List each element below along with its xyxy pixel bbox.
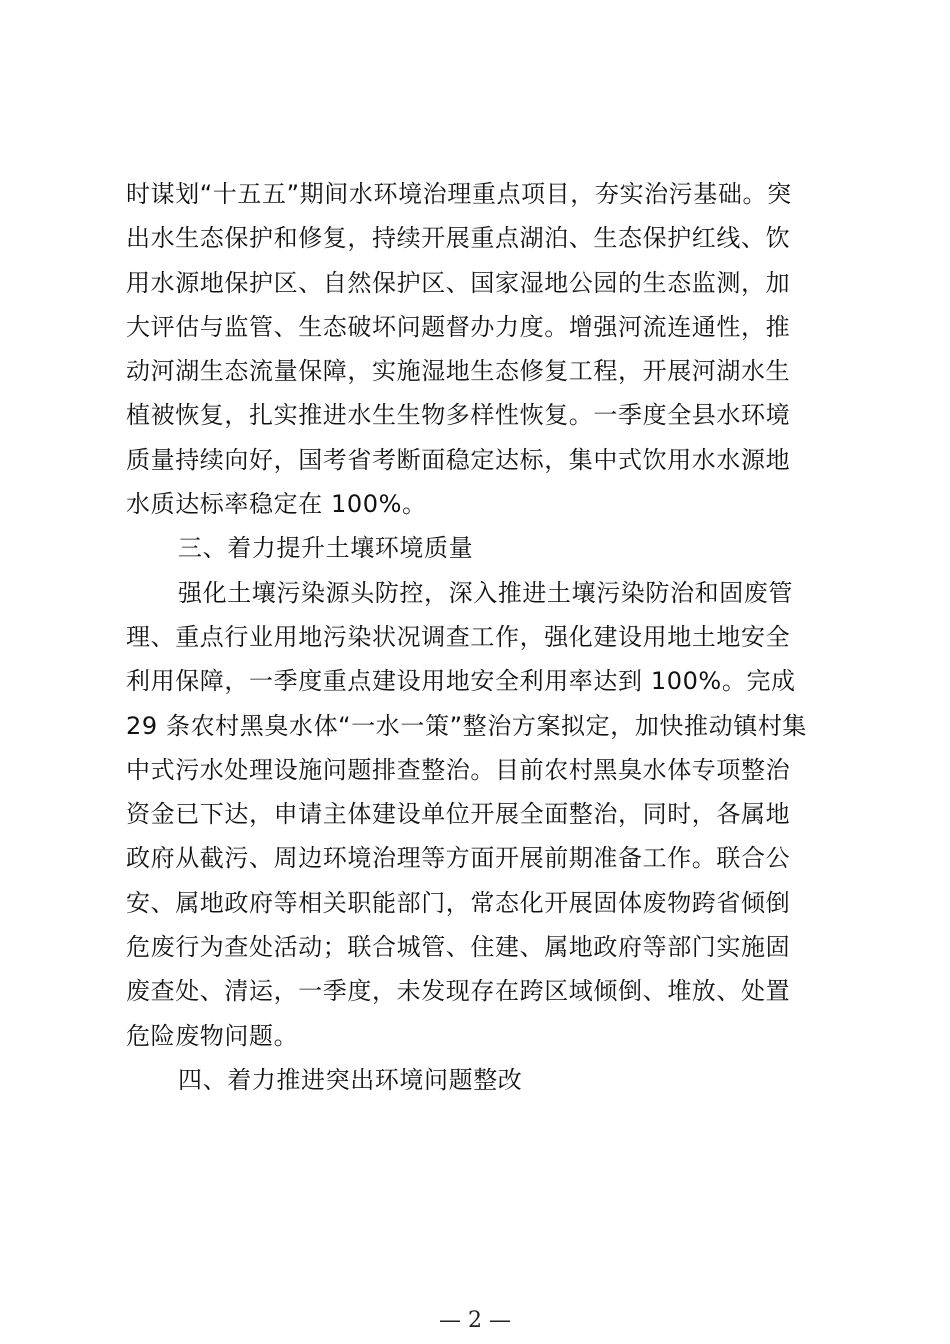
text-line: 中式污水处理设施问题排查整治。目前农村黑臭水体专项整治	[126, 755, 791, 784]
text-line: 质量持续向好，国考省考断面稳定达标，集中式饮用水水源地	[126, 445, 791, 474]
page-number: — 2 —	[439, 1308, 511, 1333]
text-line: 四、着力推进突出环境问题整改	[178, 1065, 523, 1094]
text-line: 三、着力提升土壤环境质量	[178, 534, 474, 563]
text-line: 动河湖生态流量保障，实施湿地生态修复工程，开展河湖水生	[126, 357, 791, 386]
text-line: 理、重点行业用地污染状况调查工作，强化建设用地土地安全	[126, 622, 791, 651]
text-line: 时谋划“十五五”期间水环境治理重点项目，夯实治污基础。突	[126, 180, 792, 208]
text-line: 29 条农村黑臭水体“一水一策”整治方案拟定，加快推动镇村集	[126, 711, 808, 740]
text-line: 废查处、清运，一季度，未发现存在跨区域倾倒、堆放、处置	[126, 977, 791, 1006]
text-line: 水质达标率稳定在 100%。	[126, 490, 427, 519]
text-line: 政府从截污、周边环境治理等方面开展前期准备工作。联合公	[126, 844, 791, 873]
text-line: 危险废物问题。	[126, 1021, 299, 1050]
document-body	[126, 172, 826, 1102]
text-line: 植被恢复，扎实推进水生生物多样性恢复。一季度全县水环境	[126, 401, 791, 430]
text-line: 资金已下达，申请主体建设单位开展全面整治，同时，各属地	[126, 800, 791, 829]
text-line: 强化土壤污染源头防控，深入推进土壤污染防治和固废管	[178, 578, 793, 607]
text-line: 利用保障，一季度重点建设用地安全利用率达到 100%。完成	[126, 667, 796, 696]
text-line: 用水源地保护区、自然保护区、国家湿地公园的生态监测，加	[126, 268, 791, 297]
text-line: 危废行为查处活动；联合城管、住建、属地政府等部门实施固	[126, 933, 791, 962]
text-line: 安、属地政府等相关职能部门，常态化开展固体废物跨省倾倒	[126, 888, 791, 917]
text-line: 出水生态保护和修复，持续开展重点湖泊、生态保护红线、饮	[126, 224, 791, 253]
text-line: 大评估与监管、生态破坏问题督办力度。增强河流连通性，推	[126, 312, 791, 341]
